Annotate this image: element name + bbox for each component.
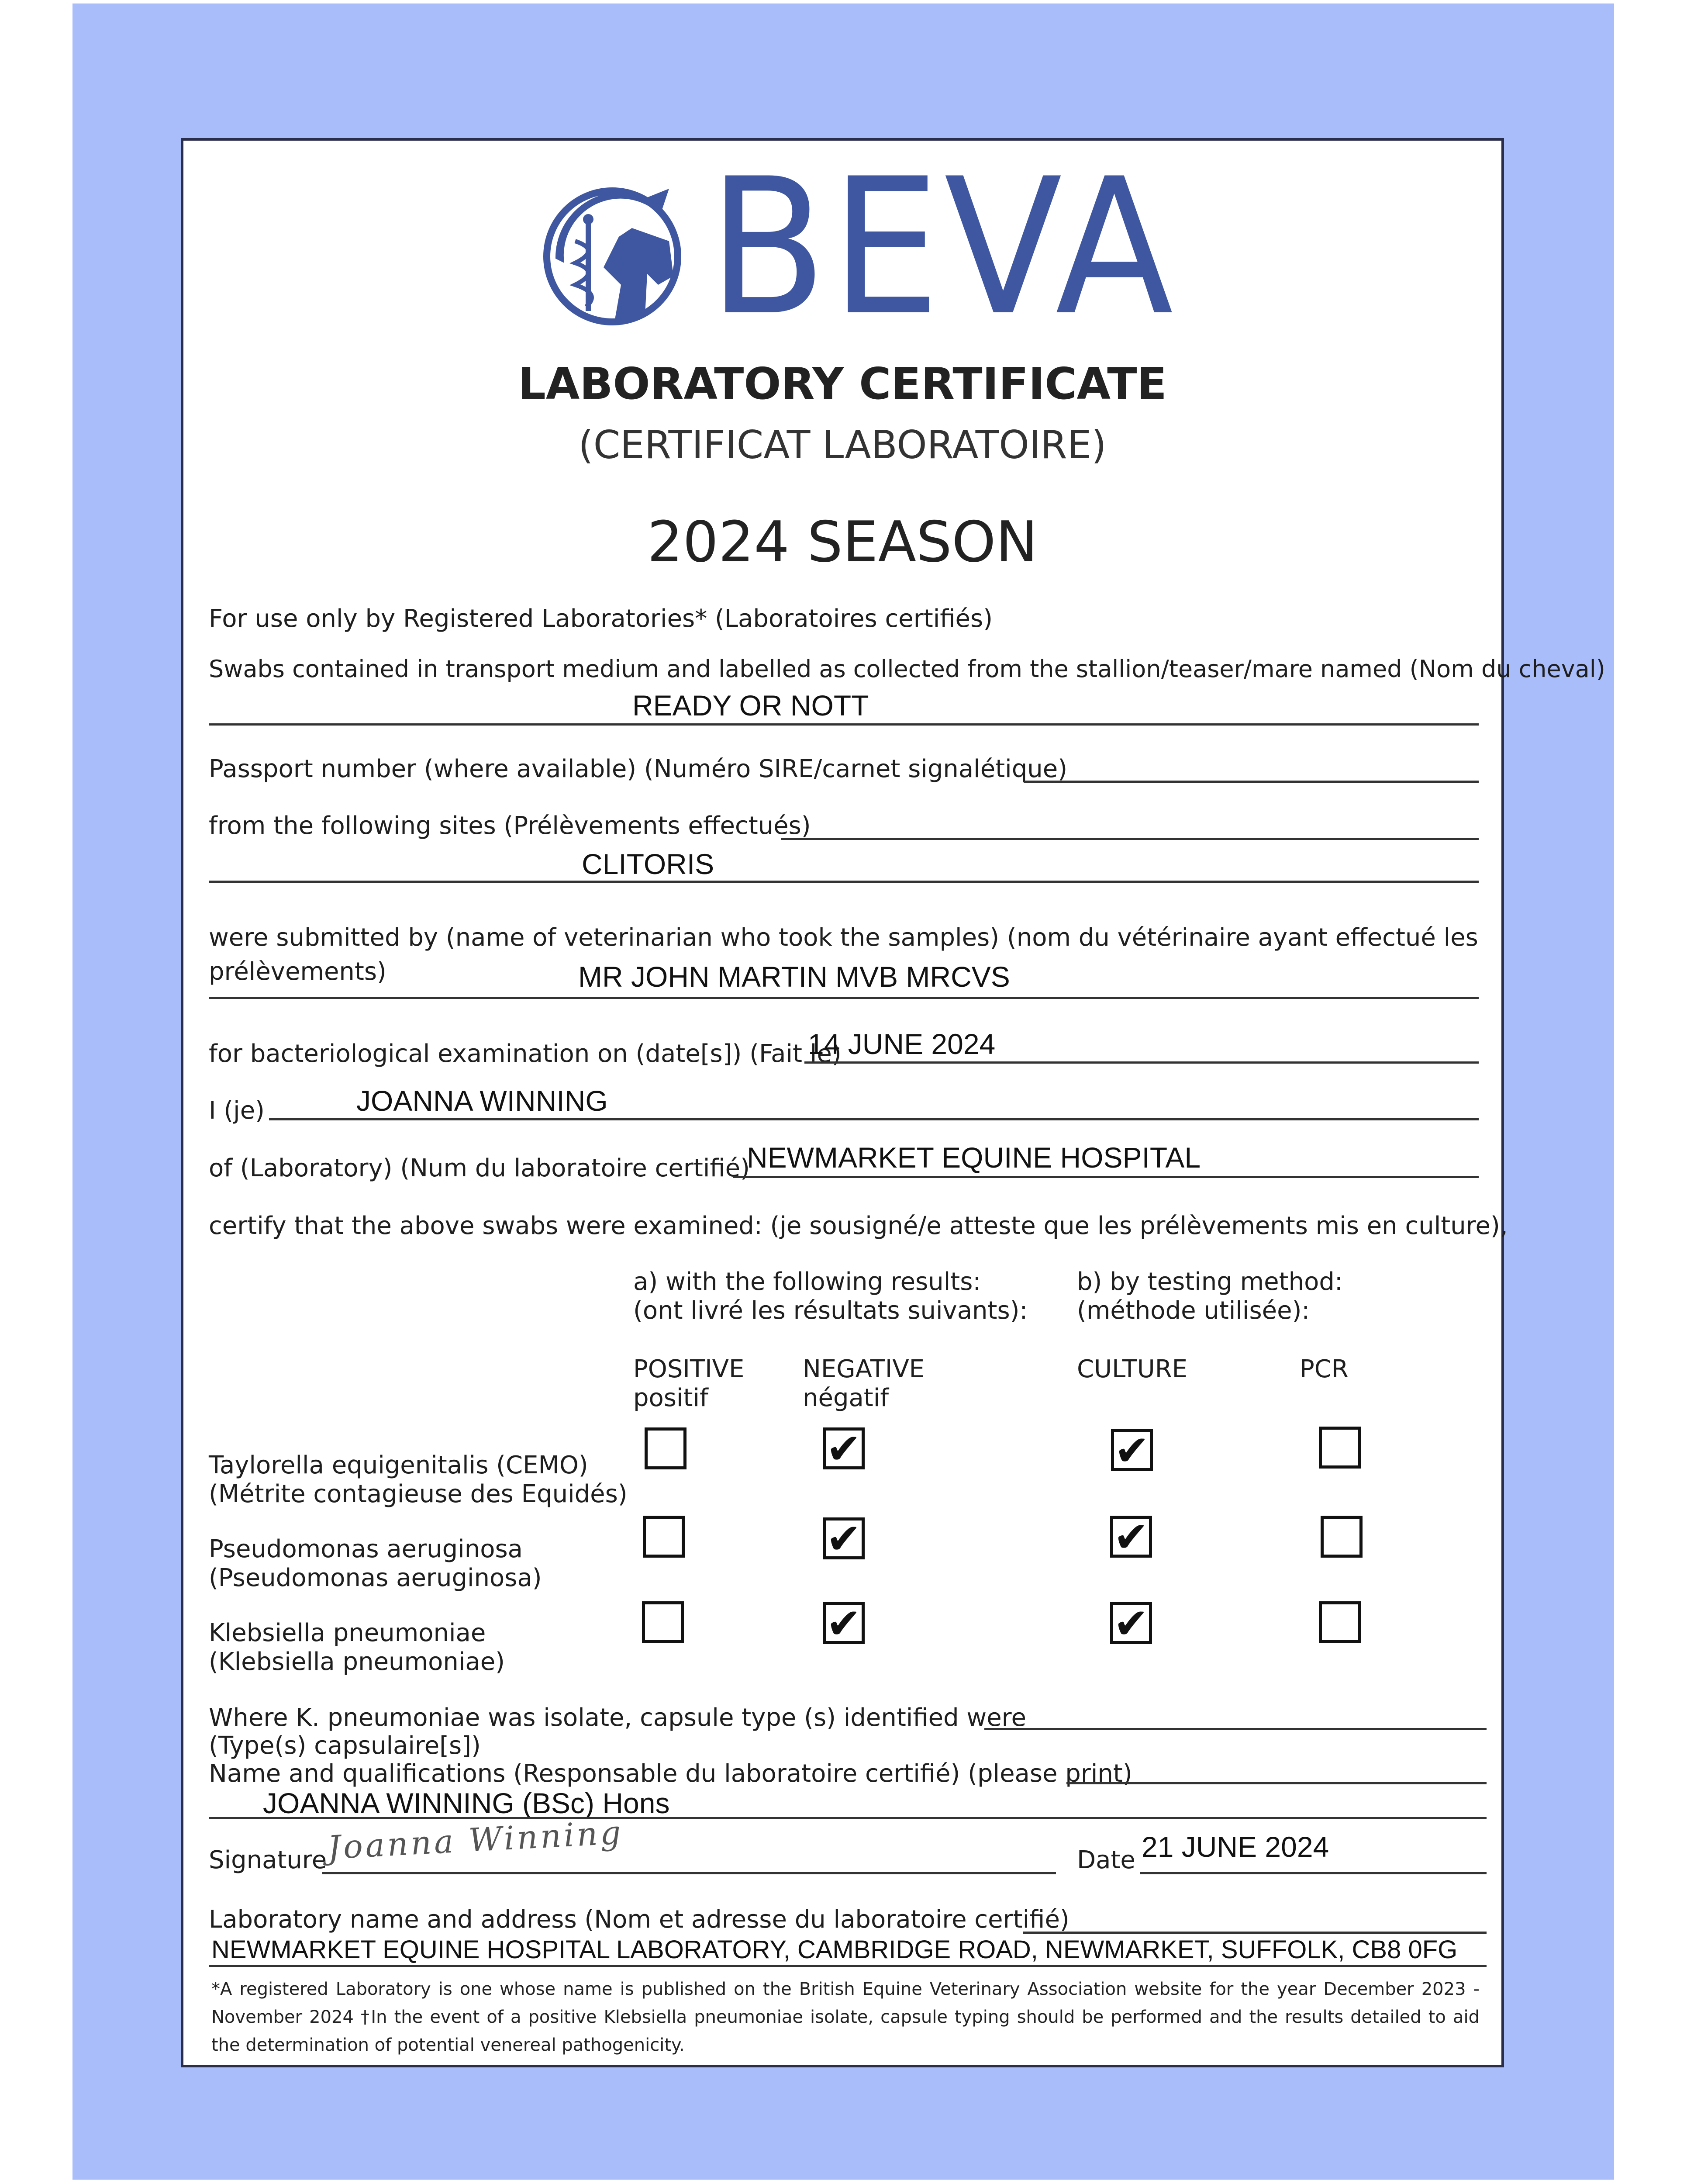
qualifications-line-1 (1066, 1782, 1487, 1784)
capsule-label-fr: (Type(s) capsulaire[s]) (209, 1731, 481, 1760)
organism-name: Pseudomonas aeruginosa (209, 1535, 523, 1563)
laboratory-value: NEWMARKET EQUINE HOSPITAL (747, 1141, 1201, 1174)
organism-name-fr: (Pseudomonas aeruginosa) (209, 1564, 542, 1592)
check-mark-icon: ✔ (1113, 1599, 1149, 1648)
exam-date-line (804, 1061, 1479, 1064)
positive-checkbox[interactable] (645, 1427, 687, 1469)
results-heading-fr: (ont livré les résultats suivants): (633, 1296, 1028, 1325)
culture-checkbox[interactable] (1111, 1426, 1153, 1475)
certify-statement: certify that the above swabs were examined: (je sousigné/e atteste que les prélèvements mis en culture), (209, 1212, 1508, 1240)
laboratory-label: of (Laboratory) (Num du laboratoire certifié) (209, 1154, 750, 1182)
negative-header-fr: négatif (803, 1384, 889, 1412)
qualifications-value: JOANNA WINNING (BSc) Hons (263, 1787, 670, 1819)
signature-date-label: Date (1077, 1846, 1135, 1874)
passport-line (1024, 781, 1479, 783)
certifier-label: I (je) (209, 1096, 265, 1125)
certificate-sheet (181, 138, 1605, 2067)
lab-address-line-1 (1023, 1932, 1487, 1934)
organism-name-fr: (Klebsiella pneumoniae) (209, 1648, 505, 1676)
exam-date-label: for bacteriological examination on (date[s]) (Fait le) (209, 1040, 842, 1068)
sites-value: CLITORIS (582, 848, 714, 880)
positive-checkbox[interactable] (643, 1516, 685, 1558)
check-mark-icon: ✔ (826, 1599, 862, 1648)
signature-image: Joanna Winning (327, 1814, 624, 1867)
intro-text: For use only by Registered Laboratories* (Laboratoires certifiés) (209, 605, 993, 633)
passport-label: Passport number (where available) (Numéro SIRE/carnet signalétique) (209, 755, 1068, 783)
lab-address-label: Laboratory name and address (Nom et adresse du laboratoire certifié) (209, 1905, 1069, 1934)
horse-name-value: READY OR NOTT (632, 689, 869, 722)
signature-label: Signature (209, 1846, 327, 1874)
negative-checkbox[interactable] (823, 1424, 865, 1473)
signature-date-line (1140, 1872, 1487, 1874)
culture-checkbox[interactable] (1110, 1513, 1152, 1562)
organism-name: Klebsiella pneumoniae (209, 1619, 486, 1647)
method-heading-fr: (méthode utilisée): (1077, 1296, 1310, 1325)
check-mark-icon: ✔ (1113, 1513, 1149, 1562)
results-heading: a) with the following results: (633, 1268, 981, 1296)
check-mark-icon: ✔ (1114, 1426, 1150, 1475)
capsule-label: Where K. pneumoniae was isolate, capsule type (s) identified were (209, 1704, 1026, 1732)
vet-line (209, 997, 1479, 999)
certifier-value: JOANNA WINNING (356, 1085, 608, 1117)
culture-header: CULTURE (1077, 1355, 1188, 1383)
positive-header-fr: positif (633, 1384, 708, 1412)
sites-label: from the following sites (Prélèvements effectués) (209, 812, 811, 840)
signature-line (322, 1872, 1056, 1874)
season-heading: 2024 SEASON (647, 510, 1038, 575)
qualifications-label: Name and qualifications (Responsable du laboratoire certifié) (please print) (209, 1759, 1132, 1788)
capsule-line (984, 1728, 1487, 1730)
positive-header: POSITIVE (633, 1355, 745, 1383)
pcr-header: PCR (1300, 1355, 1349, 1383)
sites-line-1 (781, 838, 1479, 840)
negative-checkbox[interactable] (823, 1514, 865, 1563)
lab-address-line-2 (209, 1965, 1487, 1967)
pcr-checkbox[interactable] (1321, 1516, 1363, 1558)
page-subtitle: (CERTIFICAT LABORATOIRE) (578, 422, 1107, 467)
page-title: LABORATORY CERTIFICATE (518, 358, 1167, 409)
method-heading: b) by testing method: (1077, 1268, 1343, 1296)
logo-text: BEVA (708, 138, 1178, 357)
organism-name-fr: (Métrite contagieuse des Equidés) (209, 1480, 628, 1508)
laboratory-line (733, 1176, 1479, 1178)
footnote: *A registered Laboratory is one whose name is published on the British Equine Veterinary Association website for the year December 2023 - November 2024 †In the event of a positive Klebsiella pneumoniae isolate, capsule typing should be performed and the results detailed to aid the determination of potential venereal pathogenicity. (211, 1979, 1480, 2055)
lab-address-value: NEWMARKET EQUINE HOSPITAL LABORATORY, CAMBRIDGE ROAD, NEWMARKET, SUFFOLK, CB8 0FG (211, 1935, 1458, 1964)
horse-caduceus-icon (538, 176, 695, 333)
pcr-checkbox[interactable] (1319, 1601, 1361, 1643)
vet-value: MR JOHN MARTIN MVB MRCVS (578, 961, 1010, 993)
check-mark-icon: ✔ (826, 1514, 862, 1563)
horse-name-label: Swabs contained in transport medium and labelled as collected from the stallion/teaser/mare named (Nom du cheval) (209, 655, 1605, 683)
pcr-checkbox[interactable] (1319, 1427, 1361, 1469)
exam-date-value: 14 JUNE 2024 (808, 1028, 996, 1060)
organism-name: Taylorella equigenitalis (CEMO) (209, 1451, 588, 1479)
positive-checkbox[interactable] (642, 1601, 684, 1643)
vet-label-continued: prélèvements) (209, 957, 386, 986)
negative-checkbox[interactable] (823, 1599, 865, 1648)
horse-name-line (209, 723, 1479, 726)
qualifications-line-2 (209, 1817, 1487, 1819)
negative-header: NEGATIVE (803, 1355, 925, 1383)
culture-checkbox[interactable] (1110, 1599, 1152, 1648)
signature-date-value: 21 JUNE 2024 (1142, 1831, 1329, 1863)
certifier-line (269, 1118, 1479, 1120)
sites-line-2 (209, 881, 1479, 883)
beva-logo (538, 138, 1178, 357)
vet-label: were submitted by (name of veterinarian who took the samples) (nom du vétérinaire ayant effectué les (209, 923, 1478, 952)
check-mark-icon: ✔ (826, 1424, 862, 1473)
